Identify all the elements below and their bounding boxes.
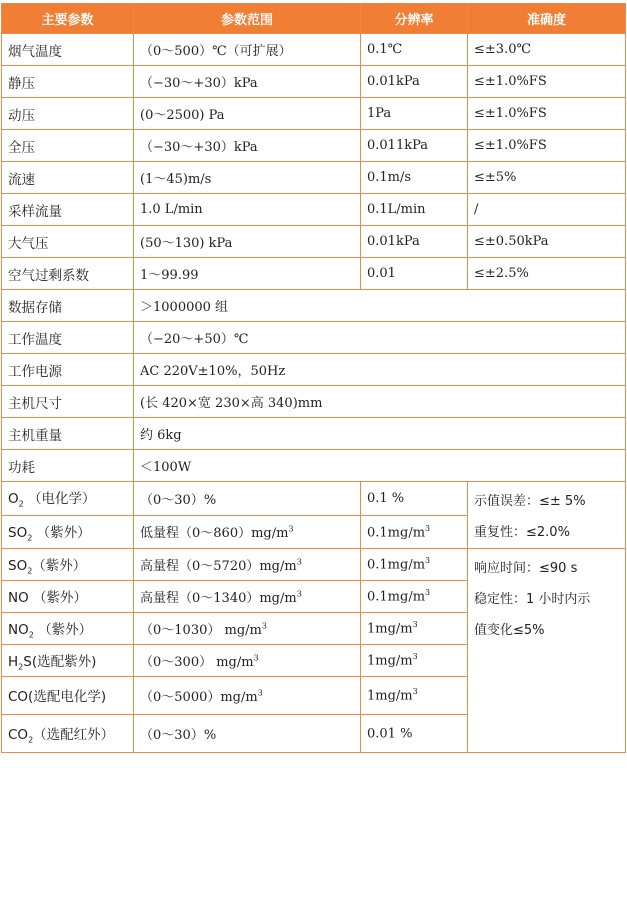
table-row xyxy=(2,130,626,162)
gas-name xyxy=(2,715,134,753)
range-text: （0～300） mg/m xyxy=(140,655,254,670)
range-unit-sup: 3 xyxy=(288,524,294,534)
gas-method: （紫外） xyxy=(32,524,91,541)
param-value: （−20～+50）℃ xyxy=(134,322,626,354)
table-row xyxy=(2,418,626,450)
note-line: 响应时间：≤90 s xyxy=(474,561,578,576)
param-range: (0～2500) Pa xyxy=(134,98,361,130)
param-range: （−30～+30）kPa xyxy=(134,130,361,162)
gas-formula: H xyxy=(8,653,19,670)
param-range: 1.0 L/min xyxy=(134,194,361,226)
table-row xyxy=(2,66,626,98)
param-resolution: 0.01kPa xyxy=(361,66,468,98)
param-name: 空气过剩系数 xyxy=(2,258,134,290)
header-resolution: 分辨率 xyxy=(361,4,468,34)
range-text: 高量程（0～1340）mg/m xyxy=(140,591,297,606)
param-resolution: 1Pa xyxy=(361,98,468,130)
param-range: (50～130) kPa xyxy=(134,226,361,258)
range-unit-sup: 3 xyxy=(257,688,263,698)
gas-name xyxy=(2,515,134,549)
note-line: 重复性：≤2.0% xyxy=(474,525,570,540)
param-value: ＞1000000 组 xyxy=(134,290,626,322)
table-row xyxy=(2,482,626,516)
param-name: 功耗 xyxy=(2,450,134,482)
gas-range xyxy=(134,515,361,549)
gas-method: （紫外） xyxy=(28,589,88,606)
gas-formula: O xyxy=(8,491,19,508)
gas-range xyxy=(134,549,361,581)
param-range: (1～45)m/s xyxy=(134,162,361,194)
header-accuracy: 准确度 xyxy=(468,4,626,34)
gas-resolution xyxy=(361,581,468,613)
resolution-text: 0.01 % xyxy=(367,726,413,742)
param-accuracy: ≤±5% xyxy=(468,162,626,194)
gas-resolution xyxy=(361,645,468,677)
table-row xyxy=(2,98,626,130)
param-name: 大气压 xyxy=(2,226,134,258)
resolution-text: 1mg/m xyxy=(367,621,413,637)
gas-name xyxy=(2,645,134,677)
param-name: 动压 xyxy=(2,98,134,130)
header-row xyxy=(2,4,626,34)
param-accuracy: ≤±1.0%FS xyxy=(468,130,626,162)
param-resolution: 0.011kPa xyxy=(361,130,468,162)
gas-name xyxy=(2,677,134,715)
gas-subscript: 2 xyxy=(27,533,33,543)
gas-formula: NO xyxy=(8,621,29,638)
gas-resolution xyxy=(361,715,468,753)
resolution-text: 1mg/m xyxy=(367,688,413,704)
gas-subscript: 2 xyxy=(18,500,24,510)
table-row xyxy=(2,450,626,482)
resolution-unit-sup: 3 xyxy=(425,556,431,566)
gas-subscript: 2 xyxy=(28,630,34,640)
gas-method: （选配红外） xyxy=(33,726,115,743)
param-name: 工作电源 xyxy=(2,354,134,386)
gas-name xyxy=(2,482,134,516)
param-name: 烟气温度 xyxy=(2,34,134,66)
param-value: 约 6kg xyxy=(134,418,626,450)
range-text: （0～30）% xyxy=(140,728,217,743)
note-line: 示值误差：≤± 5% xyxy=(474,494,586,509)
resolution-text: 1mg/m xyxy=(367,653,413,669)
range-text: 高量程（0～5720）mg/m xyxy=(140,559,297,574)
gas-subscript: 2 xyxy=(18,662,24,672)
gas-range xyxy=(134,715,361,753)
range-text: （0～1030） mg/m xyxy=(140,623,262,638)
param-value: (长 420×宽 230×高 340)mm xyxy=(134,386,626,418)
gas-formula: SO xyxy=(8,557,28,574)
gas-resolution xyxy=(361,677,468,715)
spec-table xyxy=(1,3,626,753)
range-unit-sup: 3 xyxy=(253,653,259,663)
gas-name xyxy=(2,613,134,645)
param-resolution: 0.01 xyxy=(361,258,468,290)
note-line: 值变化≤5% xyxy=(474,623,545,638)
table-row xyxy=(2,290,626,322)
param-name: 流速 xyxy=(2,162,134,194)
note-line: 稳定性：1 小时内示 xyxy=(474,592,591,607)
range-unit-sup: 3 xyxy=(296,589,302,599)
param-accuracy: ≤±1.0%FS xyxy=(468,66,626,98)
param-value: ＜100W xyxy=(134,450,626,482)
param-accuracy: ≤±0.50kPa xyxy=(468,226,626,258)
param-name: 主机尺寸 xyxy=(2,386,134,418)
param-resolution: 0.1L/min xyxy=(361,194,468,226)
gas-resolution xyxy=(361,613,468,645)
resolution-text: 0.1mg/m xyxy=(367,589,426,605)
table-row xyxy=(2,162,626,194)
gas-formula: SO xyxy=(8,524,28,541)
param-resolution: 0.01kPa xyxy=(361,226,468,258)
gas-formula: NO xyxy=(8,589,29,606)
range-unit-sup: 3 xyxy=(261,621,267,631)
gas-range xyxy=(134,645,361,677)
range-text: （0～5000）mg/m xyxy=(140,690,258,705)
resolution-text: 0.1mg/m xyxy=(367,524,426,540)
param-accuracy: ≤±3.0℃ xyxy=(468,34,626,66)
range-text: 低量程（0～860）mg/m xyxy=(140,526,289,542)
gas-formula: CO xyxy=(8,726,29,743)
gas-method: S(选配紫外) xyxy=(23,653,97,670)
gas-resolution: 0.1 % xyxy=(361,482,468,516)
table-row xyxy=(2,258,626,290)
gas-resolution xyxy=(361,549,468,581)
gas-subscript: 2 xyxy=(27,566,33,576)
gas-method: （紫外） xyxy=(33,621,93,638)
table-row xyxy=(2,322,626,354)
table-row xyxy=(2,194,626,226)
param-range: （0～500）℃（可扩展） xyxy=(134,34,361,66)
range-unit-sup: 3 xyxy=(296,557,302,567)
header-param: 主要参数 xyxy=(2,4,134,34)
table-row xyxy=(2,226,626,258)
param-resolution: 0.1℃ xyxy=(361,34,468,66)
gas-method: （紫外） xyxy=(32,557,87,574)
param-name: 数据存储 xyxy=(2,290,134,322)
resolution-unit-sup: 3 xyxy=(412,652,418,662)
gas-formula: CO(选配电化学) xyxy=(8,688,107,705)
param-name: 静压 xyxy=(2,66,134,98)
gas-name xyxy=(2,549,134,581)
param-name: 主机重量 xyxy=(2,418,134,450)
table-row xyxy=(2,354,626,386)
resolution-unit-sup: 3 xyxy=(425,588,431,598)
param-value: AC 220V±10%，50Hz xyxy=(134,354,626,386)
param-accuracy: ≤±1.0%FS xyxy=(468,98,626,130)
gas-range: （0～30）% xyxy=(134,482,361,516)
param-resolution: 0.1m/s xyxy=(361,162,468,194)
table-row xyxy=(2,386,626,418)
resolution-unit-sup: 3 xyxy=(412,687,418,697)
accuracy-note-a xyxy=(468,482,626,549)
param-range: 1～99.99 xyxy=(134,258,361,290)
gas-range xyxy=(134,613,361,645)
gas-name xyxy=(2,581,134,613)
table-row xyxy=(2,549,626,581)
param-name: 采样流量 xyxy=(2,194,134,226)
param-accuracy: ≤±2.5% xyxy=(468,258,626,290)
gas-range xyxy=(134,581,361,613)
resolution-unit-sup: 3 xyxy=(412,620,418,630)
header-range: 参数范围 xyxy=(134,4,361,34)
param-name: 全压 xyxy=(2,130,134,162)
param-name: 工作温度 xyxy=(2,322,134,354)
gas-method: （电化学） xyxy=(23,491,96,508)
resolution-unit-sup: 3 xyxy=(425,523,431,533)
gas-subscript: 2 xyxy=(28,735,34,745)
resolution-text: 0.1mg/m xyxy=(367,557,426,573)
gas-range xyxy=(134,677,361,715)
accuracy-note-b xyxy=(468,549,626,753)
param-range: （−30～+30）kPa xyxy=(134,66,361,98)
param-accuracy: / xyxy=(468,194,626,226)
table-row xyxy=(2,34,626,66)
gas-resolution xyxy=(361,515,468,549)
